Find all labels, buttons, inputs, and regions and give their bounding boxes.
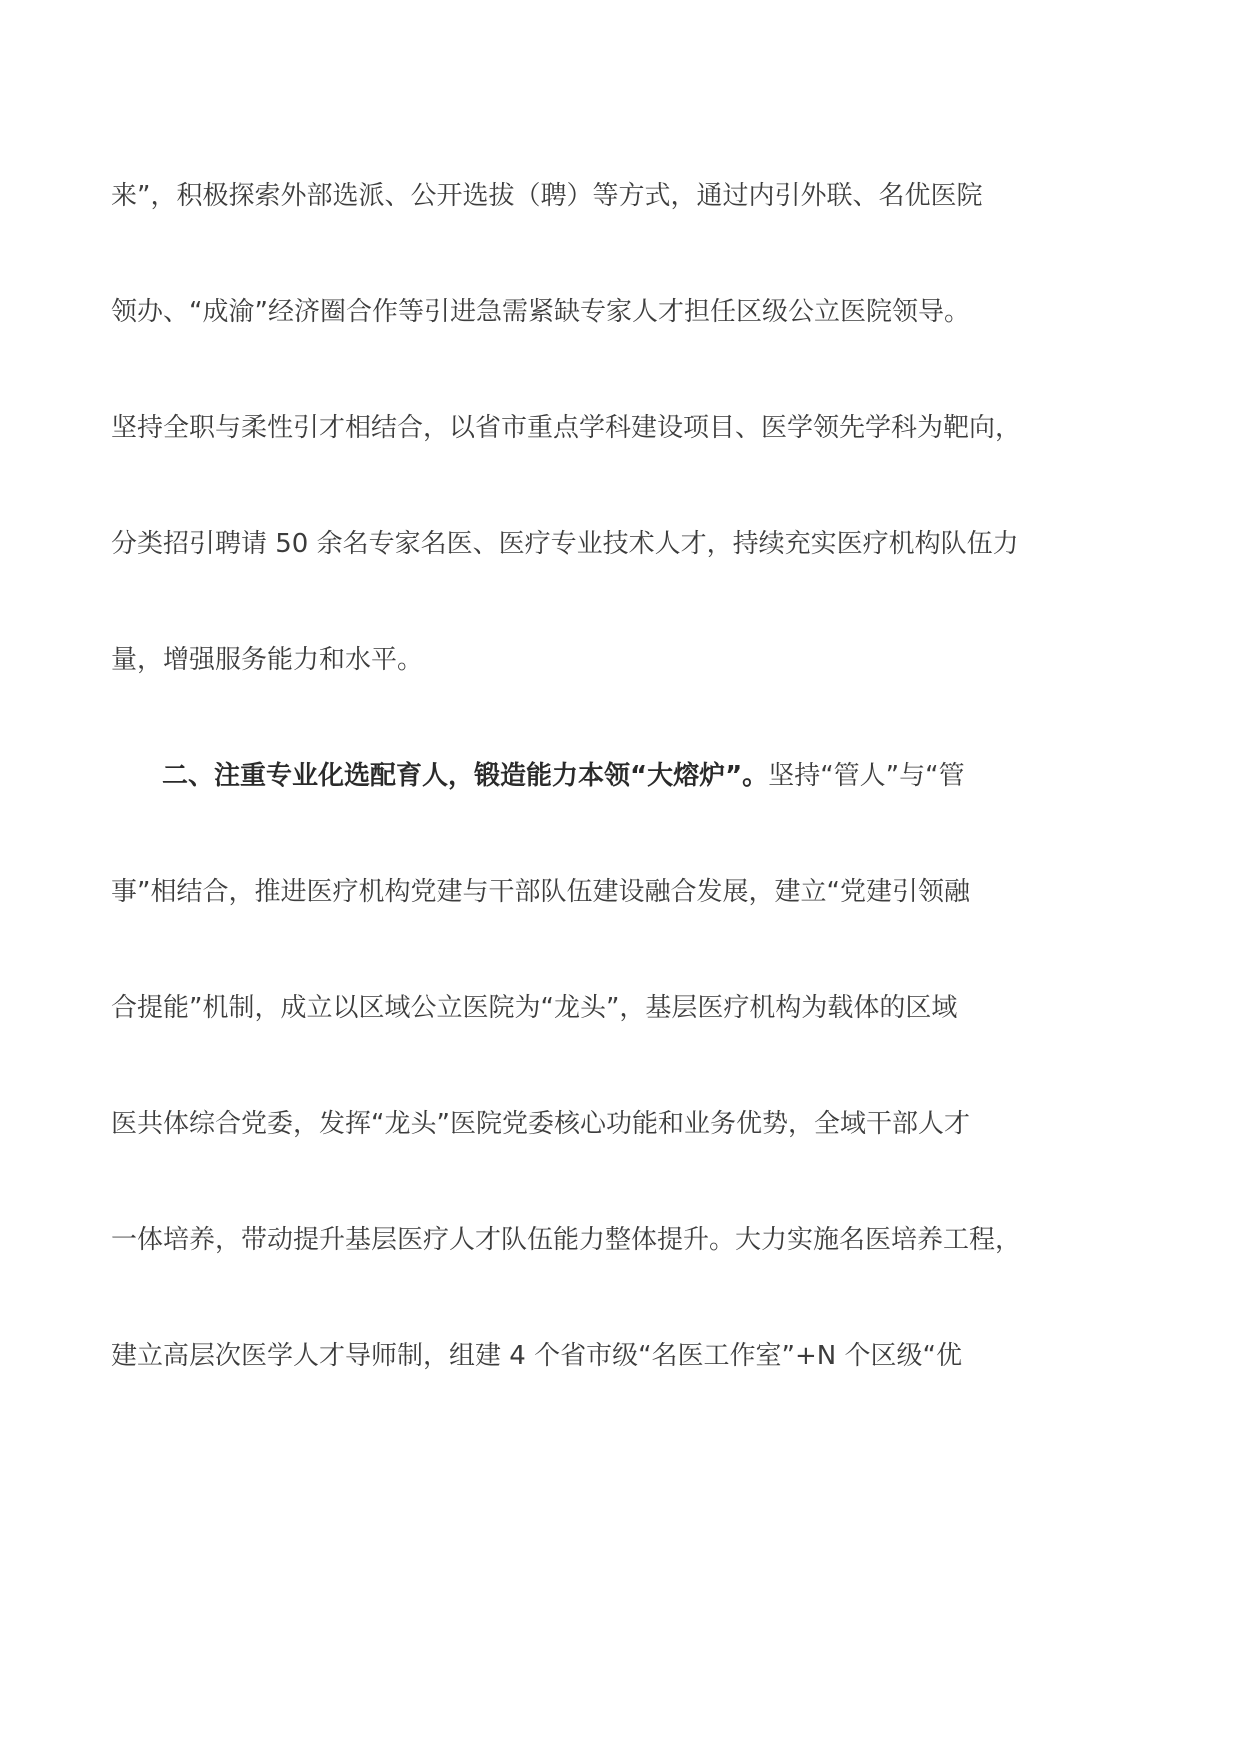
section-heading-tail: 坚持“管人”与“管 <box>768 761 965 791</box>
paragraph-line-3: 坚持全职与柔性引才相结合，以省市重点学科建设项目、医学领先学科为靶向， <box>111 413 1022 443</box>
paragraph-line-2: 领办、“成渝”经济圈合作等引进急需紧缺专家人才担任区级公立医院领导。 <box>111 297 970 327</box>
section-line-1: 事”相结合，推进医疗机构党建与干部队伍建设融合发展，建立“党建引领融 <box>111 877 970 907</box>
paragraph-line-4: 分类招引聘请 50 余名专家名医、医疗专业技术人才，持续充实医疗机构队伍力 <box>111 529 1019 559</box>
section-line-3: 医共体综合党委，发挥“龙头”医院党委核心功能和业务优势，全域干部人才 <box>111 1109 970 1139</box>
section-line-2: 合提能”机制，成立以区域公立医院为“龙头”，基层医疗机构为载体的区域 <box>111 993 958 1023</box>
section-line-5: 建立高层次医学人才导师制，组建 4 个省市级“名医工作室”+N 个区级“优 <box>111 1341 962 1371</box>
paragraph-line-1: 来”，积极探索外部选派、公开选拔（聘）等方式，通过内引外联、名优医院 <box>111 181 983 211</box>
section-heading-line <box>162 756 1152 796</box>
section-heading: 二、注重专业化选配育人，锻造能力本领“大熔炉”。 <box>162 761 769 791</box>
section-line-4: 一体培养，带动提升基层医疗人才队伍能力整体提升。大力实施名医培养工程， <box>111 1225 1022 1255</box>
paragraph-line-5: 量，增强服务能力和水平。 <box>111 645 424 675</box>
